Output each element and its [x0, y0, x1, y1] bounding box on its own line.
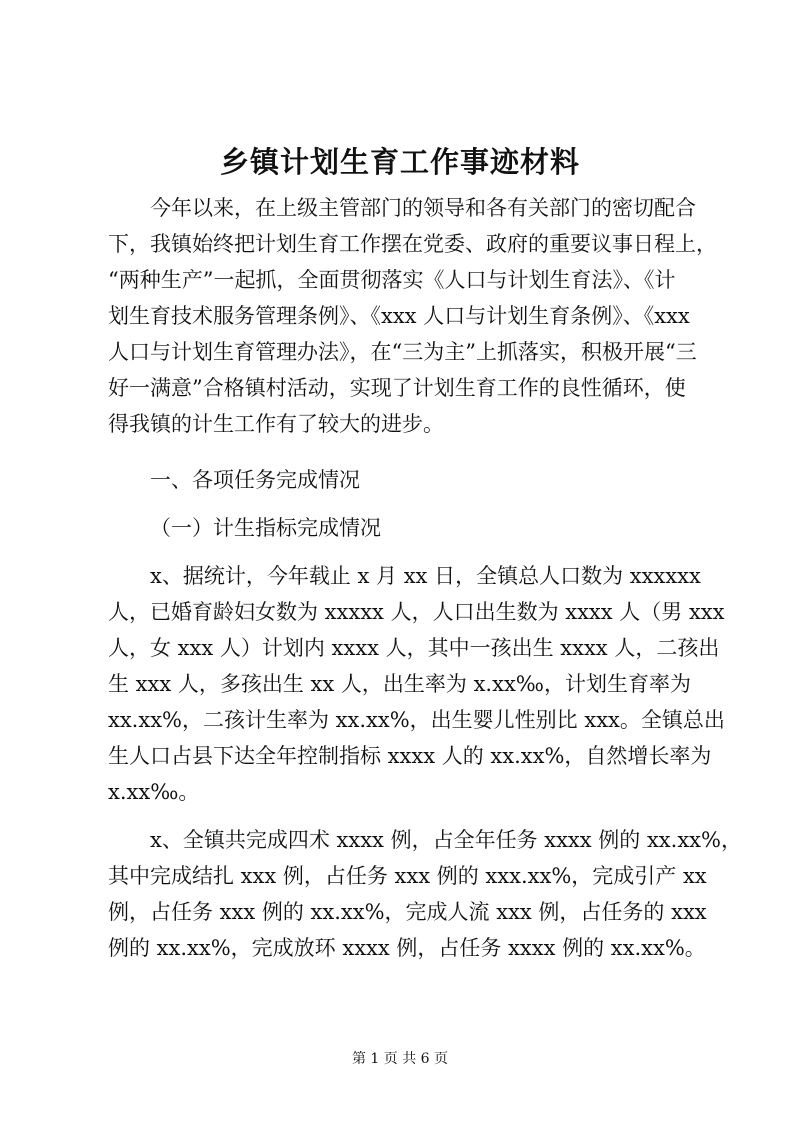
paragraph-line: x、全镇共完成四术 xxxx 例，占全年任务 xxxx 例的 xx.xx%， — [150, 828, 742, 852]
document-title: 乡镇计划生育工作事迹材料 — [219, 145, 580, 179]
paragraph-line: 划生育技术服务管理条例》、《xxx 人口与计划生育条例》、《xxx — [108, 304, 690, 328]
paragraph-line: 下，我镇始终把计划生育工作摆在党委、政府的重要议事日程上， — [108, 232, 717, 256]
paragraph-line: 好一满意”合格镇村活动，实现了计划生育工作的良性循环，使 — [108, 376, 686, 400]
paragraph-line: 生 xxx 人，多孩出生 xx 人，出生率为 x.xx‰，计划生育率为 — [108, 672, 691, 696]
paragraph-line: x、据统计，今年载止 x 月 xx 日，全镇总人口数为 xxxxxx — [150, 564, 701, 588]
section-heading: 一、各项任务完成情况 — [150, 468, 360, 492]
paragraph-line: “两种生产”一起抓，全面贯彻落实《人口与计划生育法》、《计 — [108, 268, 676, 292]
paragraph-line: 生人口占县下达全年控制指标 xxxx 人的 xx.xx%，自然增长率为 — [108, 744, 712, 768]
paragraph-line: 人口与计划生育管理办法》，在“三为主”上抓落实，积极开展“三 — [108, 340, 697, 364]
paragraph-line: 其中完成结扎 xxx 例，占任务 xxx 例的 xxx.xx%，完成引产 xx — [108, 864, 707, 888]
paragraph-line: 人，已婚育龄妇女数为 xxxxx 人，人口出生数为 xxxx 人（男 xxx — [108, 600, 725, 624]
subsection-heading: （一）计生指标完成情况 — [150, 516, 381, 540]
paragraph-line: xx.xx%，二孩计生率为 xx.xx%，出生婴儿性别比 xxx。全镇总出 — [108, 708, 725, 732]
paragraph-line: x.xx‰。 — [108, 780, 200, 804]
paragraph-line: 例，占任务 xxx 例的 xx.xx%，完成人流 xxx 例，占任务的 xxx — [108, 900, 707, 924]
paragraph-line: 得我镇的计生工作有了较大的进步。 — [108, 412, 444, 436]
paragraph-line: 今年以来，在上级主管部门的领导和各有关部门的密切配合 — [150, 196, 696, 220]
paragraph-line: 例的 xx.xx%，完成放环 xxxx 例，占任务 xxxx 例的 xx.xx%。 — [108, 936, 706, 960]
page-number-footer: 第 1 页 共 6 页 — [351, 1051, 449, 1067]
paragraph-line: 人，女 xxx 人）计划内 xxxx 人，其中一孩出生 xxxx 人，二孩出 — [108, 636, 720, 660]
